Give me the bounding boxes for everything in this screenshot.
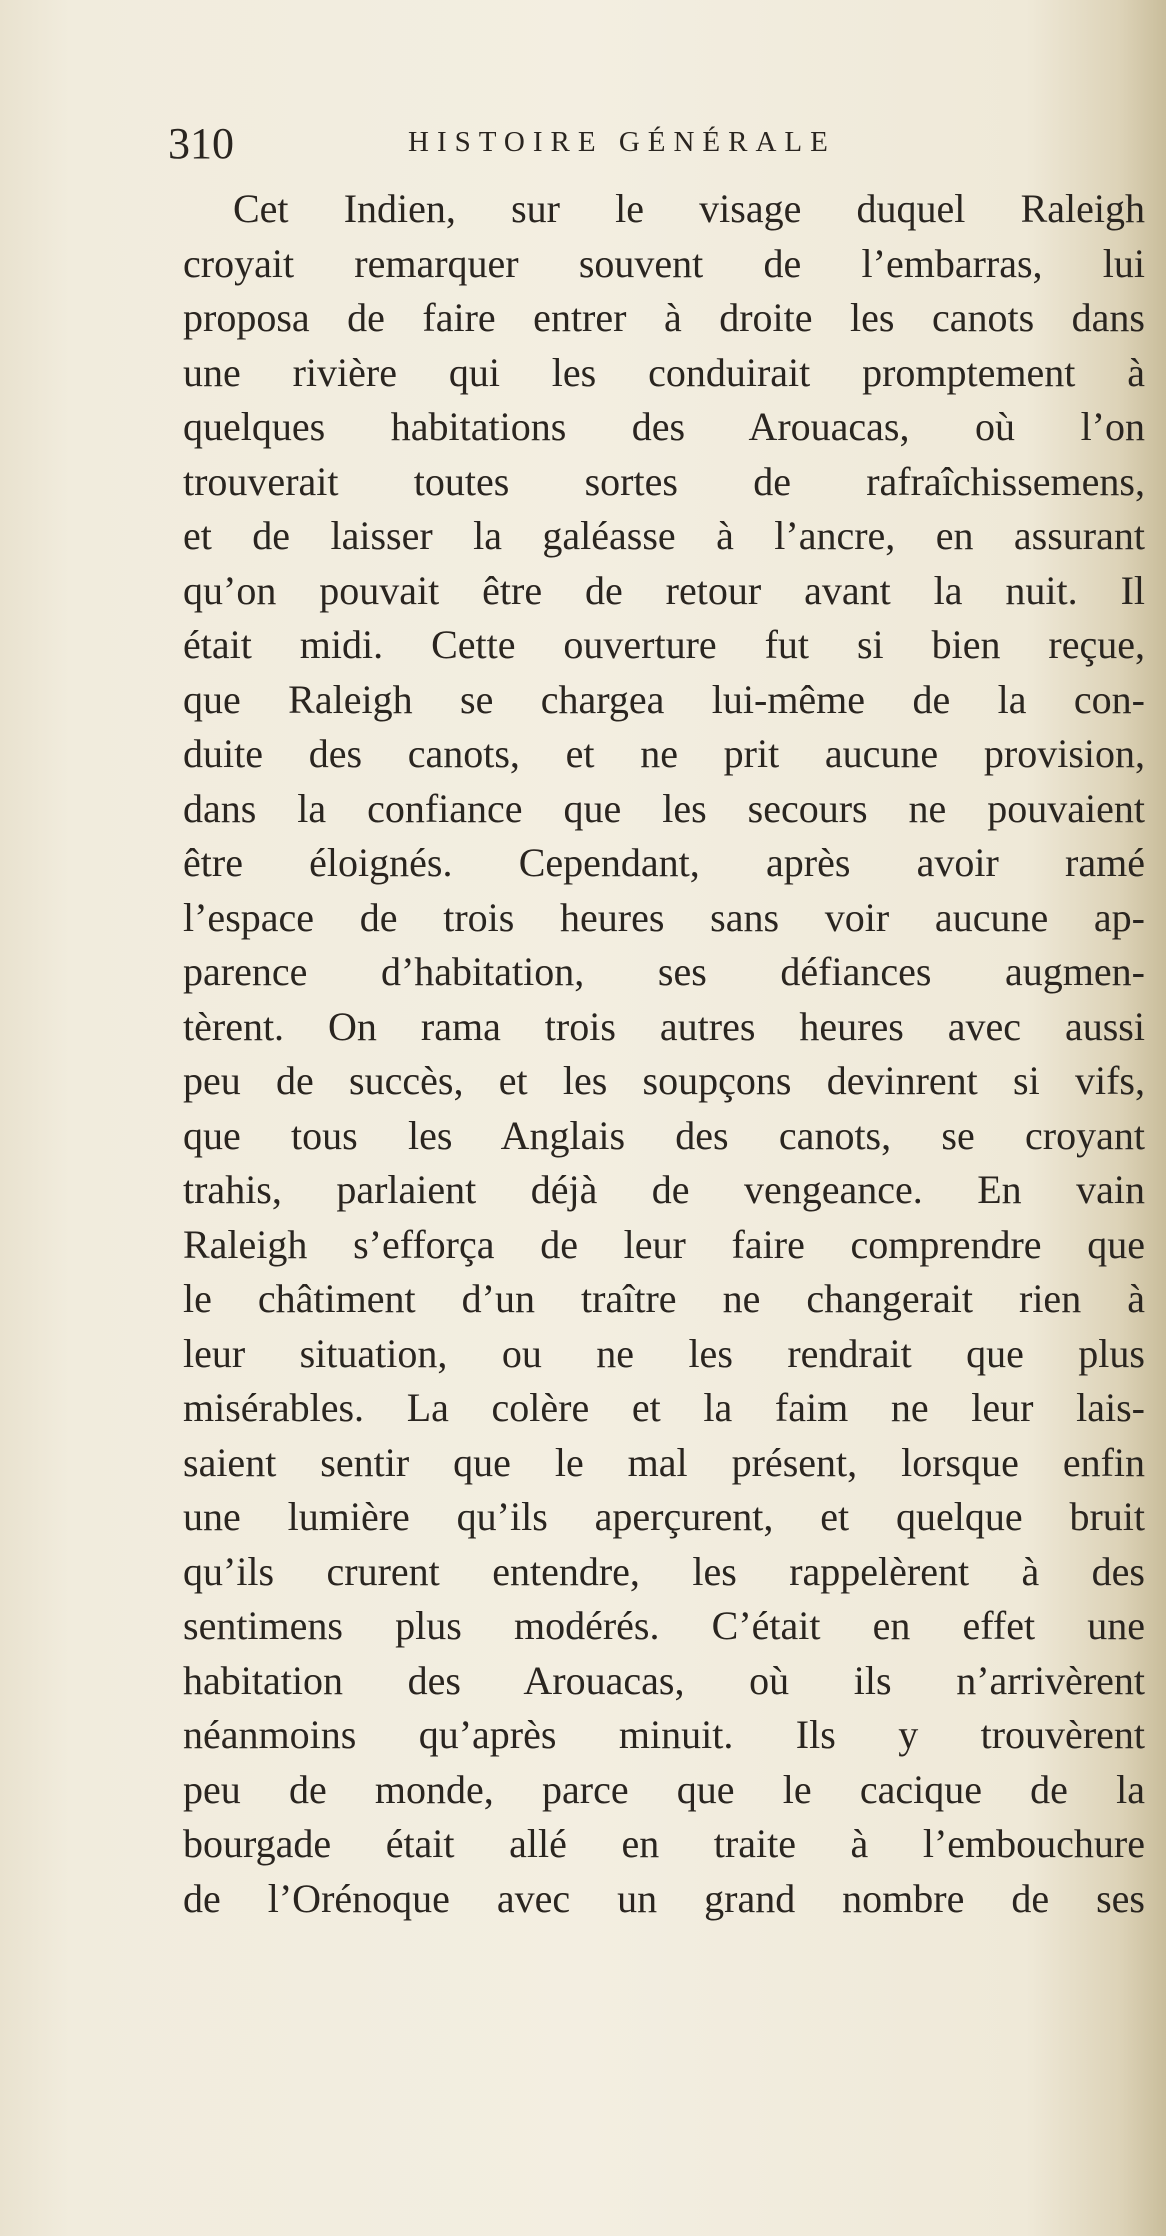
text-line: une lumière qu’ils aperçurent, et quelque bruit [183, 1494, 1145, 1539]
text-line: dans la confiance que les secours ne pouvaient [183, 785, 1145, 831]
text-line: le châtiment d’un traître ne changerait rien à [183, 1276, 1145, 1321]
text-line: Cet Indien, sur le visage duquel Raleigh [233, 186, 1145, 231]
text-line: leur situation, ou ne les rendrait que plus [183, 1330, 1145, 1376]
text-line: peu de succès, et les soupçons devinrent si vifs, [183, 1058, 1145, 1103]
text-line: l’espace de trois heures sans voir aucune ap- [183, 894, 1145, 940]
text-line: que Raleigh se chargea lui-même de la con- [183, 676, 1145, 722]
running-title: HISTOIRE GÉNÉRALE [408, 126, 836, 158]
text-line: bourgade était allé en traite à l’embouchure [183, 1821, 1145, 1866]
text-line: trouverait toutes sortes de rafraîchissemens, [183, 458, 1145, 504]
text-line: habitation des Arouacas, où ils n’arrivèrent [183, 1657, 1145, 1703]
text-line: de l’Orénoque avec un grand nombre de ses [183, 1875, 1145, 1921]
text-line: que tous les Anglais des canots, se croyant [183, 1112, 1145, 1158]
text-line: qu’on pouvait être de retour avant la nuit. Il [183, 567, 1145, 613]
text-line: parence d’habitation, ses défiances augmen- [183, 949, 1145, 994]
text-line: proposa de faire entrer à droite les canots dans [183, 295, 1145, 340]
page-number: 310 [168, 119, 234, 168]
text-line: misérables. La colère et la faim ne leur lais- [183, 1385, 1145, 1430]
text-line: duite des canots, et ne prit aucune provision, [183, 731, 1145, 776]
text-line: qu’ils crurent entendre, les rappelèrent à des [183, 1548, 1145, 1594]
text-line: néanmoins qu’après minuit. Ils y trouvèrent [183, 1712, 1145, 1757]
text-line: une rivière qui les conduirait promptement à [183, 349, 1145, 395]
text-line: croyait remarquer souvent de l’embarras, lui [183, 240, 1145, 286]
text-line: trahis, parlaient déjà de vengeance. En vain [183, 1167, 1145, 1212]
text-line: tèrent. On rama trois autres heures avec aussi [183, 1003, 1145, 1049]
body-text [183, 182, 1145, 1926]
text-line: et de laisser la galéasse à l’ancre, en assurant [183, 513, 1145, 558]
text-line: sentimens plus modérés. C’était en effet une [183, 1603, 1145, 1648]
text-line: quelques habitations des Arouacas, où l’on [183, 404, 1145, 449]
text-line: était midi. Cette ouverture fut si bien reçue, [183, 622, 1145, 667]
text-line: peu de monde, parce que le cacique de la [183, 1766, 1145, 1812]
text-line: Raleigh s’efforça de leur faire comprendre que [183, 1221, 1145, 1267]
text-line: saient sentir que le mal présent, lorsque enfin [183, 1439, 1145, 1485]
text-line: être éloignés. Cependant, après avoir ramé [183, 840, 1145, 885]
page-header [168, 118, 968, 168]
